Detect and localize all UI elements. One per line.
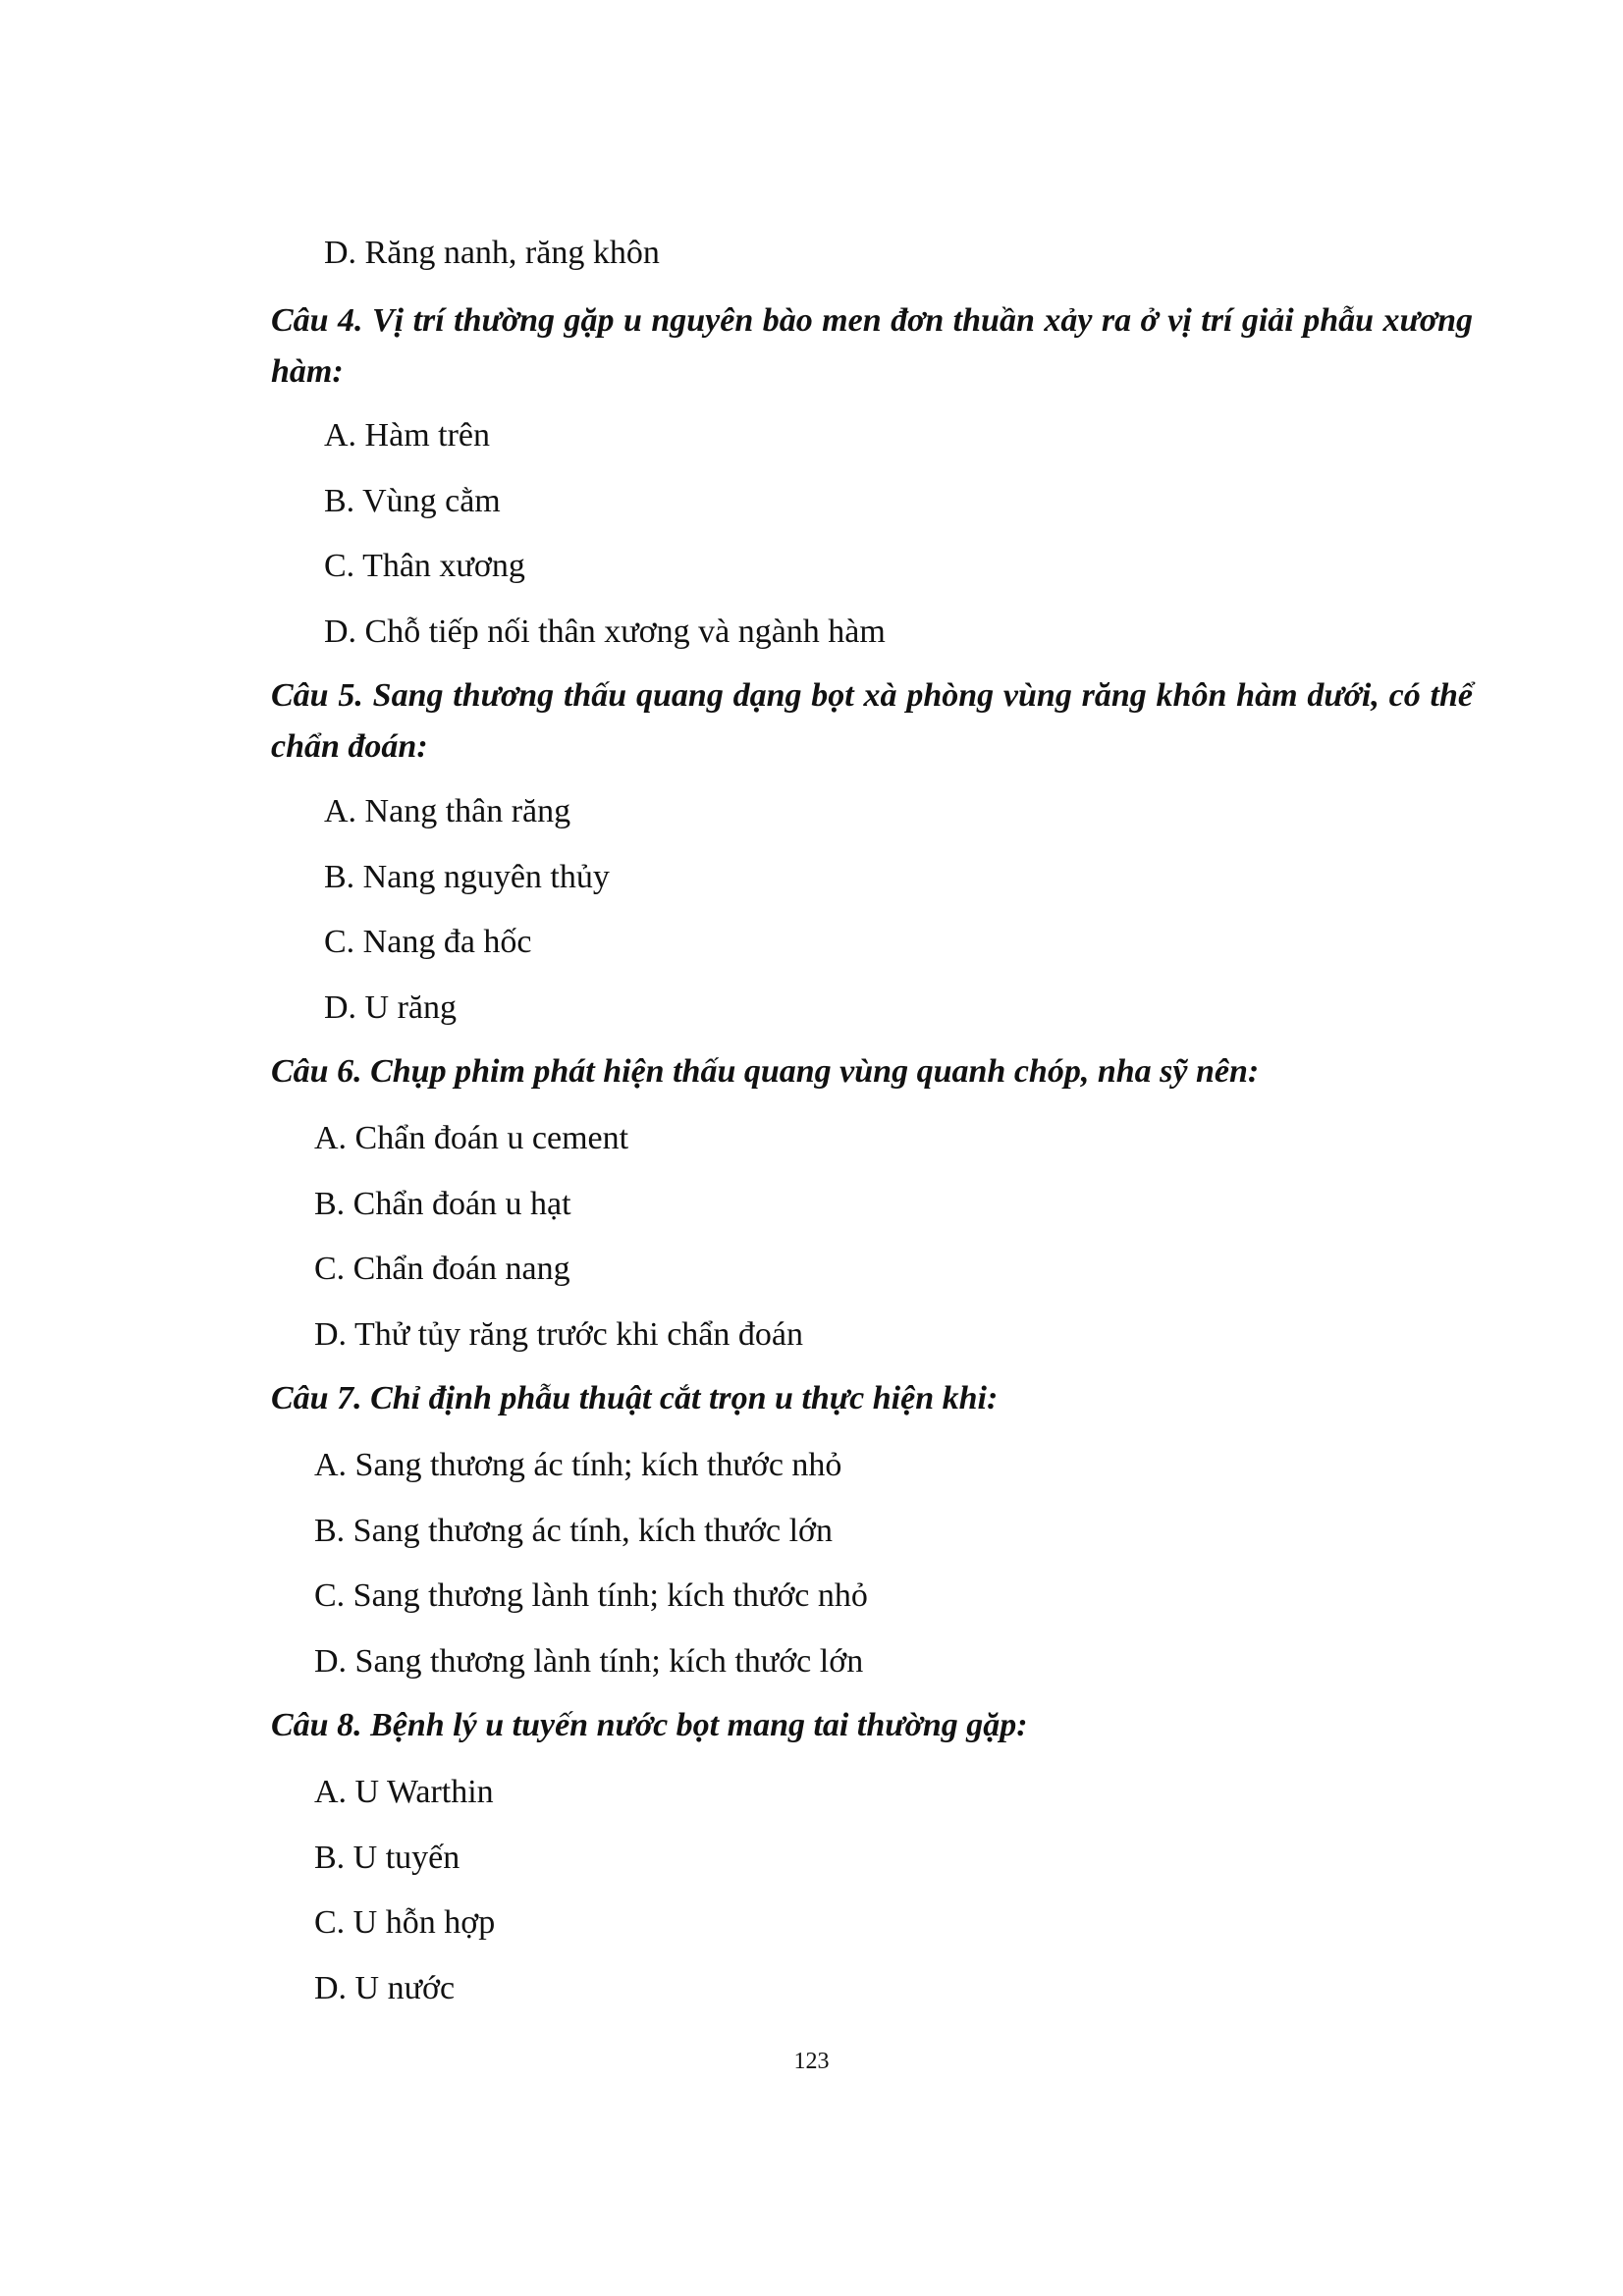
question-7-option-b: B. Sang thương ác tính, kích thước lớn <box>314 1513 834 1549</box>
question-5-option-b: B. Nang nguyên thủy <box>324 859 610 895</box>
question-5-option-c: C. Nang đa hốc <box>324 924 532 960</box>
question-4-title: Câu 4. Vị trí thường gặp u nguyên bào men đơn thuần xảy ra ở vị trí giải phẫu xương hàm: <box>271 302 1473 390</box>
question-8-option-c: C. U hỗn hợp <box>314 1904 496 1941</box>
lead-option: D. Răng nanh, răng khôn <box>324 235 660 271</box>
question-7-option-d: D. Sang thương lành tính; kích thước lớn <box>314 1643 864 1680</box>
question-6-option-c: C. Chẩn đoán nang <box>314 1251 570 1287</box>
question-6-option-b: B. Chẩn đoán u hạt <box>314 1186 571 1222</box>
question-7-option-a: A. Sang thương ác tính; kích thước nhỏ <box>314 1447 842 1483</box>
question-5-option-d: D. U răng <box>324 989 458 1026</box>
question-4-option-a: A. Hàm trên <box>324 417 491 454</box>
question-6-option-a: A. Chẩn đoán u cement <box>314 1120 629 1156</box>
question-8-option-d: D. U nước <box>314 1970 456 2006</box>
page-number: 123 <box>793 2049 830 2074</box>
question-7-option-c: C. Sang thương lành tính; kích thước nhỏ <box>314 1577 868 1614</box>
question-8-option-a: A. U Warthin <box>314 1774 494 1810</box>
question-5-option-a: A. Nang thân răng <box>324 793 571 829</box>
question-6-title: Câu 6. Chụp phim phát hiện thấu quang vùng quanh chóp, nha sỹ nên: <box>271 1053 1260 1090</box>
question-8-title: Câu 8. Bệnh lý u tuyến nước bọt mang tai thường gặp: <box>271 1707 1028 1743</box>
question-7-title: Câu 7. Chỉ định phẫu thuật cắt trọn u thực hiện khi: <box>271 1380 999 1416</box>
question-4-option-c: C. Thân xương <box>324 548 525 584</box>
question-4-option-d: D. Chỗ tiếp nối thân xương và ngành hàm <box>324 614 886 650</box>
question-4-option-b: B. Vùng cằm <box>324 483 501 519</box>
question-8-option-b: B. U tuyến <box>314 1840 460 1876</box>
question-6-option-d: D. Thử tủy răng trước khi chẩn đoán <box>314 1316 803 1353</box>
question-5-title: Câu 5. Sang thương thấu quang dạng bọt xà phòng vùng răng khôn hàm dưới, có thể chẩn đoán: <box>271 677 1473 765</box>
